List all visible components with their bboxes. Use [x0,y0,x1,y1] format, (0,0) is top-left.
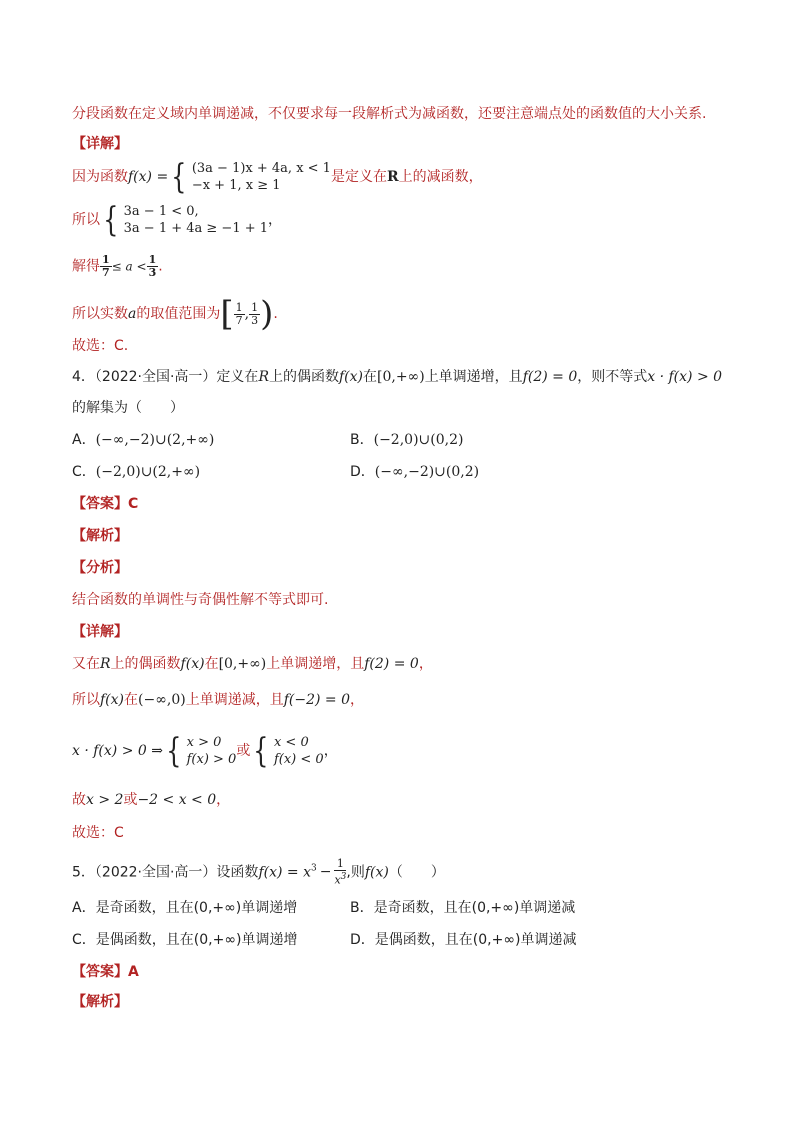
q4-d2-f: f(−2) = 0 [283,692,350,708]
q4-d3-c1a: x > 0 [186,735,222,750]
q4-d4-or: 或 [123,792,138,808]
q3-line1-suffix-a: 是定义在 [330,169,387,185]
option-label: D． [350,932,375,948]
q4-d1-interval: [0,+∞) [218,656,267,672]
q4-interval: [0,+∞) [377,369,425,385]
q4-stem-mid4: ，则不等式 [577,369,648,385]
q3-case1: (3a − 1)x + 4a, x < 1 [191,161,331,176]
q4-d4-a: x > 2 [86,792,124,808]
q3-R: R [386,169,399,185]
q4-option-b[interactable] [350,430,463,450]
q5-option-d[interactable] [350,930,576,950]
q3-line4 [72,294,278,334]
q4-d1-suffix: ， [418,656,433,672]
q4-stem-prefix: 4．（2022·全国·高一）定义在 [72,369,259,385]
q4-fenxi-label: 【分析】 [72,560,128,576]
q3-brace-2: { [103,200,119,240]
q5-analysis-label: 【解析】 [72,994,128,1010]
q5-frac-den-exp: 3 [340,872,347,882]
option-value: (−2,0)∪(0,2) [373,432,464,448]
q3-frac2: $\frac{1}{3}$ [148,253,157,279]
q4-analysis-label: 【解析】 [72,528,128,544]
q4-d1-fx: f(x) [180,656,205,672]
option-label: B． [350,432,374,448]
intro-text: 分段函数在定义域内单调递减，不仅要求每一段解析式为减函数，还要注意端点处的函数值的大小关系. [72,106,707,122]
q5-fx: f(x) [364,864,389,881]
q4-d3-case2 [274,734,324,768]
q5-option-a[interactable] [72,898,297,918]
q4-detail-line3 [72,731,338,771]
q5-answer: 【答案】A [72,964,139,980]
q3-a: a [128,306,137,322]
q5-minus: − [319,864,332,881]
q3-range-close: ) [260,294,274,334]
option-label: A． [72,432,96,448]
q3-line1 [72,157,483,197]
q4-R: R [258,369,269,385]
q3-line3 [72,254,163,279]
option-label: C． [72,464,96,480]
q3-line1-prefix: 因为函数 [72,169,128,185]
option-value: 是偶函数，且在(0,+∞)单调递减 [374,932,577,948]
q3-case2: −x + 1, x ≥ 1 [191,178,281,193]
q4-d3-c2b: f(x) < 0 [273,752,324,767]
q3-ineqs [124,203,268,237]
q5-option-c[interactable] [72,930,297,950]
q4-d3-or: 或 [236,743,251,759]
q3-line3-suffix: . [158,258,163,275]
q4-option-d[interactable] [350,462,479,482]
q5-frac-num: 1 [334,858,346,871]
q3-line2 [72,200,283,240]
option-label: C． [72,932,96,948]
q3-le-a-lt: ≤ a < [111,259,147,274]
q4-option-c[interactable] [72,462,200,482]
q4-d2-suffix: ， [349,692,364,708]
q4-stem-mid1: 上的偶函数 [268,369,339,385]
q4-fx: f(x) [338,369,363,385]
q3-ineq2: 3a − 1 + 4a ≥ −1 + 1 [123,221,269,236]
q3-line4-mid: 的取值范围为 [136,306,221,322]
option-value: 是偶函数，且在(0,+∞)单调递增 [95,932,298,948]
q3-line4-suffix: . [273,306,278,322]
q4-d3-c1b: f(x) > 0 [186,752,237,767]
q5-stem-mid: ,则 [346,864,365,881]
q4-stem-mid3: 上单调递增，且 [424,369,523,385]
option-label: D． [350,464,375,480]
q5-stem [72,858,445,887]
option-label: B． [350,900,374,916]
q5-option-b[interactable] [350,898,575,918]
q4-option-a[interactable] [72,430,214,450]
q4-d3-brace2: { [253,731,269,771]
q5-fx-eq: f(x) = x [258,864,311,881]
q4-d4-suffix: ， [216,792,231,808]
q4-d1-R: R [100,656,111,672]
q4-d1-mid3: 上单调递增，且 [266,656,365,672]
q5-frac [334,858,346,887]
q4-stem-line2: 的解集为（ ） [72,400,184,416]
q3-line3-prefix: 解得 [72,258,100,275]
option-value: (−∞,−2)∪(2,+∞) [95,432,215,448]
q5-stem-prefix: 5．（2022·全国·高一）设函数 [72,864,259,881]
option-label: A． [72,900,96,916]
q3-line2-prefix: 所以 [72,212,100,228]
q3-answer-line: 故选：C. [72,338,129,354]
q3-fx: f(x) = [128,169,169,185]
q4-d1-mid2: 在 [204,656,219,672]
q4-stem-mid2: 在 [363,369,377,385]
q3-range-comma: , [244,306,250,322]
q4-answer-line: 故选：C [72,825,124,841]
q4-stem-line1 [72,367,722,387]
q3-ineq1: 3a − 1 < 0, [123,204,199,219]
q4-d3-lhs: x · f(x) > 0 ⇒ [72,743,163,759]
option-value: (−∞,−2)∪(0,2) [374,464,480,480]
q3-line1-suffix-b: 上的减函数， [398,169,483,185]
q5-exp: 3 [310,863,317,874]
q4-d2-prefix: 所以 [72,692,100,708]
q4-answer: 【答案】C [72,496,139,512]
q4-d2-mid2: 上单调递减，且 [185,692,284,708]
q3-range-frac1: $\frac{1}{7}$ [235,300,243,327]
q3-range-open: [ [220,294,234,334]
q4-d1-f2: f(2) = 0 [364,656,419,672]
q3-detail-label: 【详解】 [72,136,128,152]
q4-d3-brace1: { [166,731,182,771]
q3-range-frac2: $\frac{1}{3}$ [251,300,259,327]
q4-detail-line1 [72,654,433,674]
q4-d4-b: −2 < x < 0 [137,792,217,808]
q4-d1-mid1: 上的偶函数 [110,656,181,672]
q4-detail-label: 【详解】 [72,624,128,640]
q5-stem-suffix: （ ） [388,864,445,881]
q4-d3-suffix: ， [323,743,338,759]
q4-d1-prefix: 又在 [72,656,100,672]
q3-line4-prefix: 所以实数 [72,306,128,322]
q5-frac-den-x: x [334,873,341,887]
option-value: 是奇函数，且在(0,+∞)单调递减 [373,900,576,916]
q4-detail-line4 [72,790,230,810]
q5-frac-den [334,871,346,887]
q4-fenxi-text: 结合函数的单调性与奇偶性解不等式即可. [72,592,329,608]
q4-d3-case1 [187,734,237,768]
q3-cases [192,160,331,194]
q4-d2-mid1: 在 [124,692,139,708]
q3-frac1: $\frac{1}{7}$ [102,253,110,279]
q4-f2: f(2) = 0 [522,369,578,385]
option-value: (−2,0)∪(2,+∞) [95,464,201,480]
q4-detail-line2 [72,690,364,710]
q4-d4-prefix: 故 [72,792,86,808]
q4-d2-interval: (−∞,0) [138,692,186,708]
q3-ineq-suffix: ， [268,212,283,228]
option-value: 是奇函数，且在(0,+∞)单调递增 [95,900,298,916]
q3-brace: { [171,157,187,197]
q4-d2-fx: f(x) [100,692,125,708]
q4-d3-c2a: x < 0 [273,735,309,750]
q4-ineq: x · f(x) > 0 [647,369,723,385]
